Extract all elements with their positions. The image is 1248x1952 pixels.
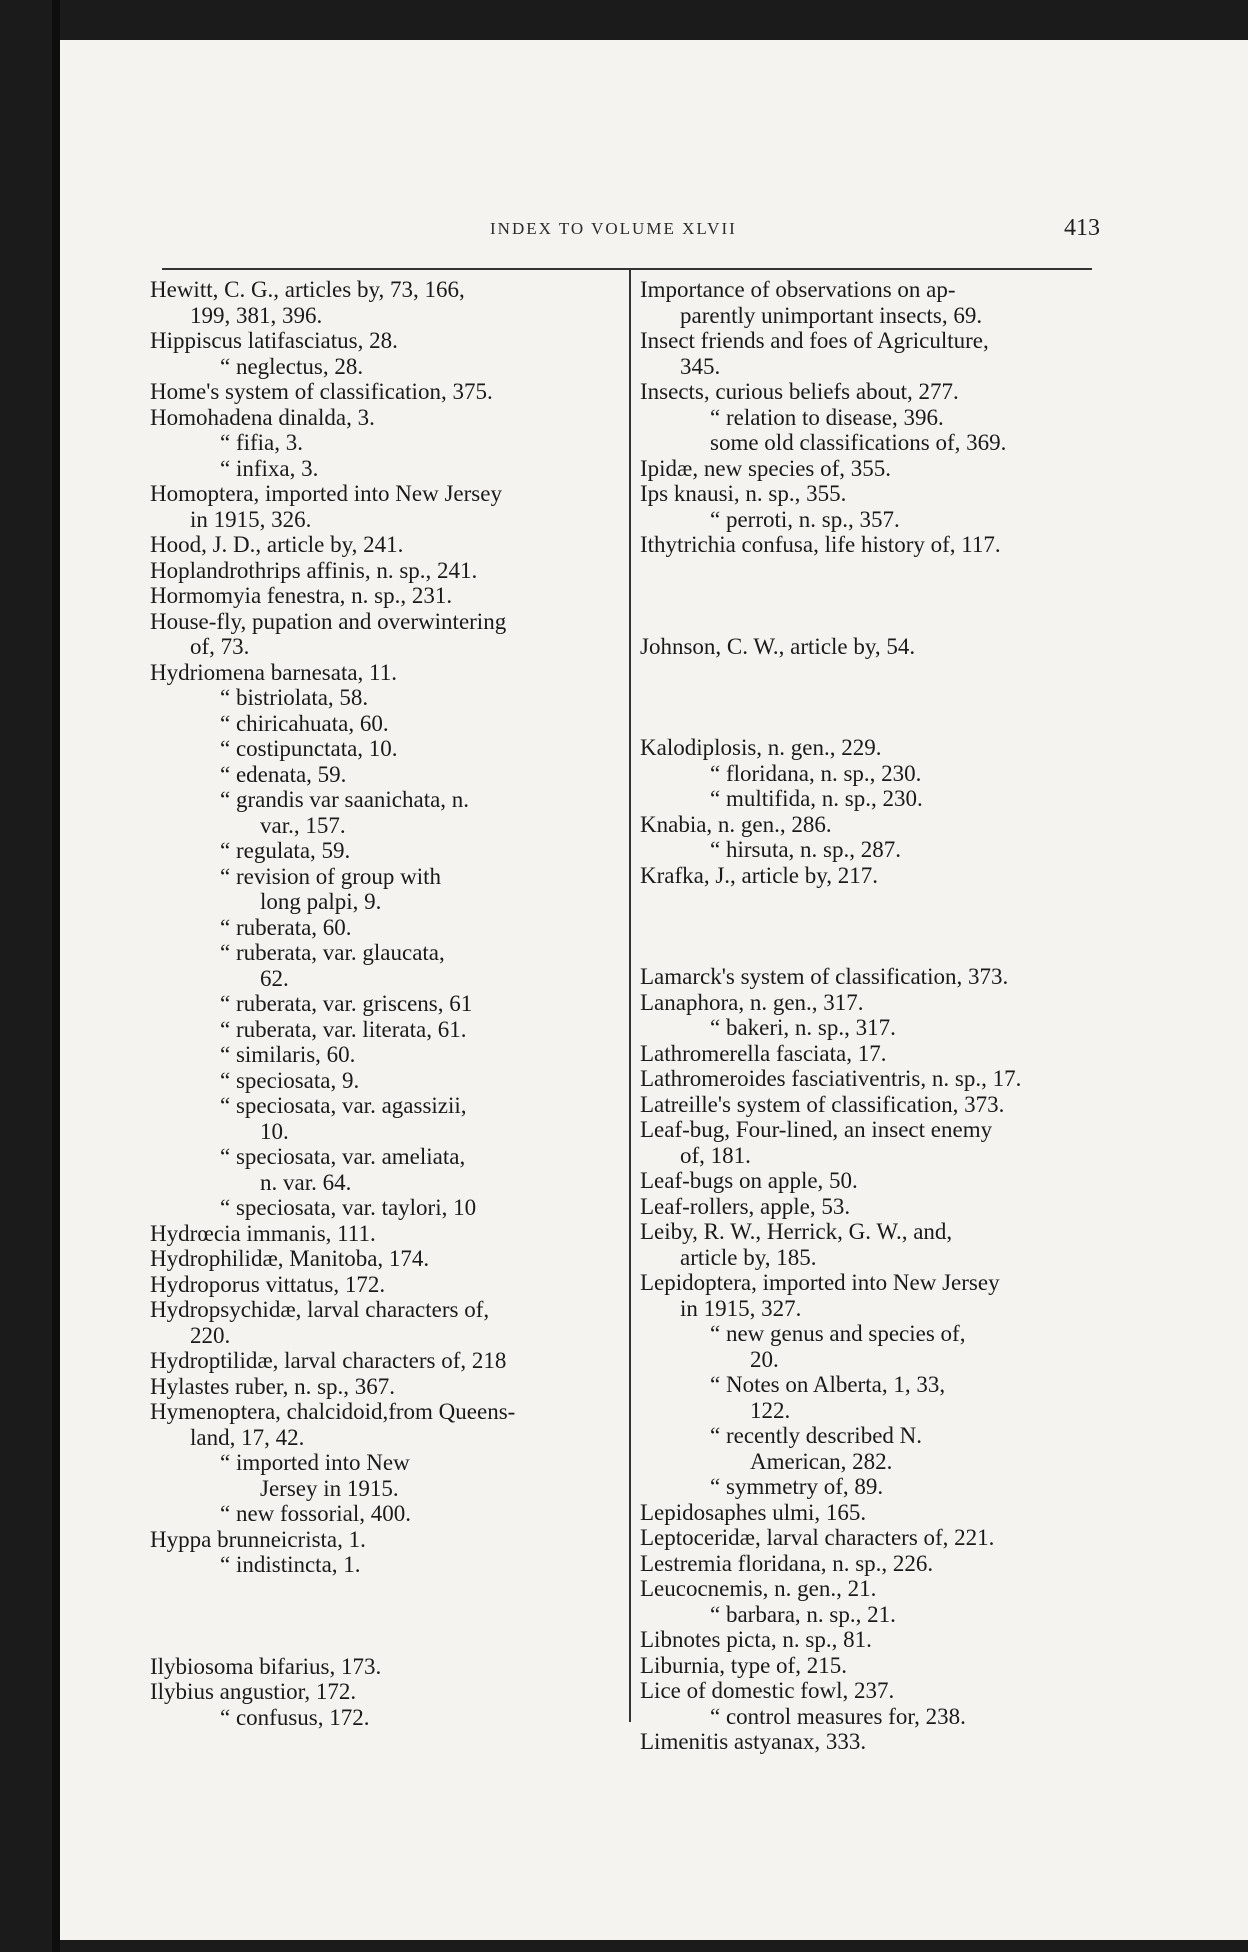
index-entry	[640, 786, 1090, 812]
index-entry-line: Lanaphora, n. gen., 317.	[640, 989, 864, 1015]
index-entry-line: “ hirsuta, n. sp., 287.	[710, 837, 902, 862]
index-entry-line: Leaf-bugs on apple, 50.	[640, 1168, 858, 1193]
index-entry-continuation: 199, 381, 396.	[190, 302, 323, 328]
index-entry-line: Knabia, n. gen., 286.	[640, 811, 832, 837]
index-entry	[150, 1272, 610, 1298]
index-entry-line: Libnotes picta, n. sp., 81.	[640, 1627, 872, 1652]
index-entry-line: Lathromerella fasciata, 17.	[640, 1040, 887, 1066]
index-entry	[640, 812, 1090, 838]
index-entry-continuation: in 1915, 327.	[680, 1295, 802, 1321]
header-rule	[162, 268, 1092, 270]
index-entry-line: “ symmetry of, 89.	[710, 1474, 884, 1499]
index-entry-line: “ speciosata, 9.	[220, 1067, 360, 1093]
index-entry-continuation: article by, 185.	[680, 1244, 817, 1270]
index-entry-line: “ barbara, n. sp., 21.	[710, 1601, 896, 1627]
scan-edge-line	[52, 0, 60, 1952]
index-entry-continuation: American, 282.	[750, 1448, 893, 1474]
index-entry-line: House-fly, pupation and overwintering	[150, 608, 507, 634]
index-entry-line: Leptoceridæ, larval characters of, 221.	[640, 1525, 995, 1550]
index-entry-continuation: 220.	[190, 1322, 231, 1348]
index-entry	[640, 379, 1090, 405]
index-entry	[150, 379, 610, 405]
index-entry-line: “ perroti, n. sp., 357.	[710, 506, 900, 532]
index-entry-line: Hydrophilidæ, Manitoba, 174.	[150, 1246, 430, 1271]
letter-section-gap	[640, 558, 1090, 634]
page-number: 413	[1064, 215, 1100, 241]
index-entry-continuation: long palpi, 9.	[260, 889, 382, 914]
index-column-left	[150, 277, 610, 1730]
index-entry-line: Lestremia floridana, n. sp., 226.	[640, 1550, 934, 1576]
index-entry	[640, 1168, 1090, 1194]
index-entry-continuation: parently unimportant insects, 69.	[680, 302, 983, 328]
index-entry	[150, 405, 610, 431]
running-head	[160, 213, 1100, 253]
index-entry-line: “ multifida, n. sp., 230.	[710, 786, 923, 811]
index-entry-line: Lamarck's system of classification, 373.	[640, 964, 1009, 989]
index-entry	[640, 735, 1090, 761]
index-entry	[150, 915, 610, 941]
index-entry	[150, 1195, 610, 1221]
index-entry-line: “ new genus and species of,	[710, 1321, 966, 1346]
index-entry	[640, 990, 1090, 1016]
index-entry	[640, 863, 1090, 889]
index-entry	[640, 1219, 1090, 1270]
index-entry-line: “ costipunctata, 10.	[220, 736, 398, 761]
index-entry	[150, 685, 610, 711]
index-entry	[640, 634, 1090, 660]
index-entry	[150, 660, 610, 686]
index-entry	[640, 532, 1090, 558]
index-entry	[640, 1117, 1090, 1168]
index-entry	[150, 1348, 610, 1374]
index-entry-line: “ new fossorial, 400.	[220, 1501, 411, 1526]
index-entry-line: Ithytrichia confusa, life history of, 117.	[640, 532, 1001, 557]
index-entry-line: Hydriomena barnesata, 11.	[150, 659, 397, 685]
index-entry-line: Hydropsychidæ, larval characters of,	[150, 1297, 490, 1322]
index-entry-line: “ speciosata, var. ameliata,	[220, 1144, 466, 1169]
index-entry	[150, 1399, 610, 1450]
index-entry-line: “ control measures for, 238.	[710, 1703, 966, 1729]
index-entry	[640, 1372, 1090, 1423]
index-entry	[640, 1092, 1090, 1118]
index-entry	[150, 1017, 610, 1043]
index-entry-line: Ips knausi, n. sp., 355.	[640, 481, 847, 506]
index-entry-line: Ilybius angustior, 172.	[150, 1679, 357, 1704]
index-entry	[640, 1066, 1090, 1092]
index-entry-line: Hydrœcia immanis, 111.	[150, 1220, 376, 1246]
index-entry-line: Kalodiplosis, n. gen., 229.	[640, 735, 882, 760]
index-entry-line: Home's system of classification, 375.	[150, 379, 493, 404]
index-entry-line: Johnson, C. W., article by, 54.	[640, 633, 916, 659]
index-entry-line: Hyppa brunneicrista, 1.	[150, 1526, 366, 1552]
index-entry	[640, 1270, 1090, 1321]
index-entry-line: Hydroptilidæ, larval characters of, 218	[150, 1348, 507, 1373]
index-entry-line: “ similaris, 60.	[220, 1042, 356, 1067]
index-entry-line: “ neglectus, 28.	[220, 353, 364, 379]
index-entry-line: Ipidæ, new species of, 355.	[640, 455, 892, 481]
index-entry-line: Hippiscus latifasciatus, 28.	[150, 328, 398, 353]
index-entry	[150, 430, 610, 456]
index-entry	[150, 558, 610, 584]
index-entry-line: Hylastes ruber, n. sp., 367.	[150, 1373, 396, 1399]
index-entry	[640, 405, 1090, 431]
index-entry-line: “ bistriolata, 58.	[220, 685, 369, 710]
index-entry-line: “ recently described N.	[710, 1423, 923, 1448]
index-entry-line: Hormomyia fenestra, n. sp., 231.	[150, 583, 453, 608]
index-entry	[640, 1729, 1090, 1755]
index-entry-line: some old classifications of, 369.	[710, 430, 1007, 455]
index-entry-continuation: land, 17, 42.	[190, 1424, 305, 1450]
index-entry	[150, 277, 610, 328]
index-entry	[150, 583, 610, 609]
index-entry	[150, 532, 610, 558]
index-entry-continuation: 345.	[680, 353, 721, 379]
index-entry	[640, 1525, 1090, 1551]
index-entry-line: “ regulata, 59.	[220, 838, 351, 863]
index-entry-line: Leiby, R. W., Herrick, G. W., and,	[640, 1219, 953, 1244]
index-entry-line: “ infixa, 3.	[220, 455, 319, 481]
index-entry-line: Liburnia, type of, 215.	[640, 1652, 847, 1678]
index-entry-line: Homoptera, imported into New Jersey	[150, 481, 502, 506]
index-entry	[640, 481, 1090, 507]
index-entry-line: “ speciosata, var. agassizii,	[220, 1093, 467, 1118]
index-entry	[150, 1144, 610, 1195]
index-entry-line: Latreille's system of classification, 373.	[640, 1091, 1005, 1117]
index-entry-line: “ chiricahuata, 60.	[220, 710, 389, 736]
index-entry-line: Homohadena dinalda, 3.	[150, 404, 375, 430]
index-entry	[150, 1527, 610, 1553]
index-entry-line: Leucocnemis, n. gen., 21.	[640, 1576, 877, 1601]
index-entry	[640, 1041, 1090, 1067]
index-entry	[150, 991, 610, 1017]
index-entry-line: “ Notes on Alberta, 1, 33,	[710, 1372, 946, 1397]
index-entry-line: “ bakeri, n. sp., 317.	[710, 1015, 896, 1040]
index-entry-line: Insect friends and foes of Agriculture,	[640, 328, 989, 353]
index-entry-line: Hydroporus vittatus, 172.	[150, 1271, 386, 1297]
letter-section-gap	[150, 1578, 610, 1654]
index-entry	[150, 1705, 610, 1731]
index-entry	[150, 1221, 610, 1247]
index-entry-line: Hymenoptera, chalcidoid,from Queens-	[150, 1399, 516, 1424]
index-entry-line: Krafka, J., article by, 217.	[640, 862, 879, 888]
index-entry-line: “ ruberata, var. griscens, 61	[220, 991, 473, 1016]
index-entry	[640, 456, 1090, 482]
index-entry	[640, 1551, 1090, 1577]
index-entry	[150, 1501, 610, 1527]
index-entry-continuation: 62.	[260, 965, 289, 991]
index-entry	[150, 1042, 610, 1068]
index-entry	[150, 1654, 610, 1680]
index-entry-line: “ indistincta, 1.	[220, 1552, 361, 1577]
index-entry-line: Hewitt, C. G., articles by, 73, 166,	[150, 277, 465, 302]
index-entry	[640, 507, 1090, 533]
index-entry	[640, 1576, 1090, 1602]
index-entry	[150, 940, 610, 991]
index-entry	[640, 1704, 1090, 1730]
index-entry	[640, 761, 1090, 787]
column-divider	[629, 270, 631, 1722]
index-entry	[150, 864, 610, 915]
index-entry	[150, 787, 610, 838]
index-entry-line: Lice of domestic fowl, 237.	[640, 1678, 895, 1703]
index-entry-continuation: Jersey in 1915.	[260, 1475, 399, 1501]
index-entry	[150, 711, 610, 737]
index-entry-continuation: 10.	[260, 1118, 289, 1144]
index-entry	[150, 1297, 610, 1348]
index-entry	[150, 481, 610, 532]
index-entry	[150, 1068, 610, 1094]
letter-section-gap	[640, 888, 1090, 964]
index-entry-line: Lathromeroides fasciativentris, n. sp., 17.	[640, 1066, 1022, 1091]
running-title: INDEX TO VOLUME XLVII	[490, 219, 737, 238]
index-entry-line: Limenitis astyanax, 333.	[640, 1729, 867, 1754]
index-entry	[640, 328, 1090, 379]
index-entry-line: “ imported into New	[220, 1450, 410, 1475]
index-entry-line: Hood, J. D., article by, 241.	[150, 532, 404, 557]
index-entry	[640, 277, 1090, 328]
index-entry	[640, 430, 1090, 456]
index-entry	[640, 964, 1090, 990]
index-entry-continuation: var., 157.	[260, 812, 346, 838]
index-entry-continuation: n. var. 64.	[260, 1169, 352, 1195]
index-entry	[150, 1374, 610, 1400]
index-entry-continuation: 20.	[750, 1346, 779, 1372]
index-entry-line: Ilybiosoma bifarius, 173.	[150, 1653, 382, 1679]
index-entry-line: “ ruberata, 60.	[220, 914, 352, 940]
index-entry-line: “ floridana, n. sp., 230.	[710, 760, 922, 786]
index-entry-line: “ revision of group with	[220, 863, 442, 889]
index-entry	[640, 1653, 1090, 1679]
index-entry	[640, 1678, 1090, 1704]
index-entry	[150, 456, 610, 482]
index-entry	[150, 838, 610, 864]
index-entry	[640, 1602, 1090, 1628]
index-entry	[640, 1194, 1090, 1220]
index-entry	[640, 837, 1090, 863]
index-column-right	[640, 277, 1090, 1755]
index-entry-line: “ fifia, 3.	[220, 430, 304, 455]
index-entry	[640, 1500, 1090, 1526]
index-entry	[150, 1093, 610, 1144]
index-entry	[150, 609, 610, 660]
index-entry-line: “ confusus, 172.	[220, 1704, 370, 1730]
index-entry-line: Lepidosaphes ulmi, 165.	[640, 1499, 867, 1525]
index-entry-line: “ edenata, 59.	[220, 761, 347, 787]
index-entry-line: Hoplandrothrips affinis, n. sp., 241.	[150, 557, 478, 583]
index-entry-continuation: 122.	[750, 1397, 791, 1423]
index-entry-line: “ relation to disease, 396.	[710, 404, 944, 430]
index-entry-line: Insects, curious beliefs about, 277.	[640, 379, 959, 404]
index-entry	[640, 1627, 1090, 1653]
index-entry	[150, 762, 610, 788]
index-entry	[640, 1474, 1090, 1500]
index-entry	[150, 1246, 610, 1272]
index-entry	[640, 1321, 1090, 1372]
index-entry	[150, 1552, 610, 1578]
index-entry-line: “ ruberata, var. glaucata,	[220, 940, 445, 965]
index-entry-line: Leaf-bug, Four-lined, an insect enemy	[640, 1117, 993, 1142]
index-entry	[150, 736, 610, 762]
index-entry-line: “ grandis var saanichata, n.	[220, 787, 470, 812]
index-entry	[640, 1015, 1090, 1041]
index-entry	[640, 1423, 1090, 1474]
index-entry-line: “ ruberata, var. literata, 61.	[220, 1016, 467, 1042]
index-entry-continuation: of, 73.	[190, 634, 250, 659]
index-entry	[150, 328, 610, 354]
letter-section-gap	[640, 659, 1090, 735]
index-entry	[150, 1679, 610, 1705]
index-entry-line: “ speciosata, var. taylori, 10	[220, 1195, 477, 1220]
index-entry-line: Importance of observations on ap-	[640, 277, 956, 302]
index-entry	[150, 1450, 610, 1501]
index-entry-line: Leaf-rollers, apple, 53.	[640, 1193, 851, 1219]
index-entry-continuation: of, 181.	[680, 1142, 751, 1168]
index-entry-line: Lepidoptera, imported into New Jersey	[640, 1270, 1000, 1295]
index-entry-continuation: in 1915, 326.	[190, 506, 312, 532]
index-entry	[150, 354, 610, 380]
